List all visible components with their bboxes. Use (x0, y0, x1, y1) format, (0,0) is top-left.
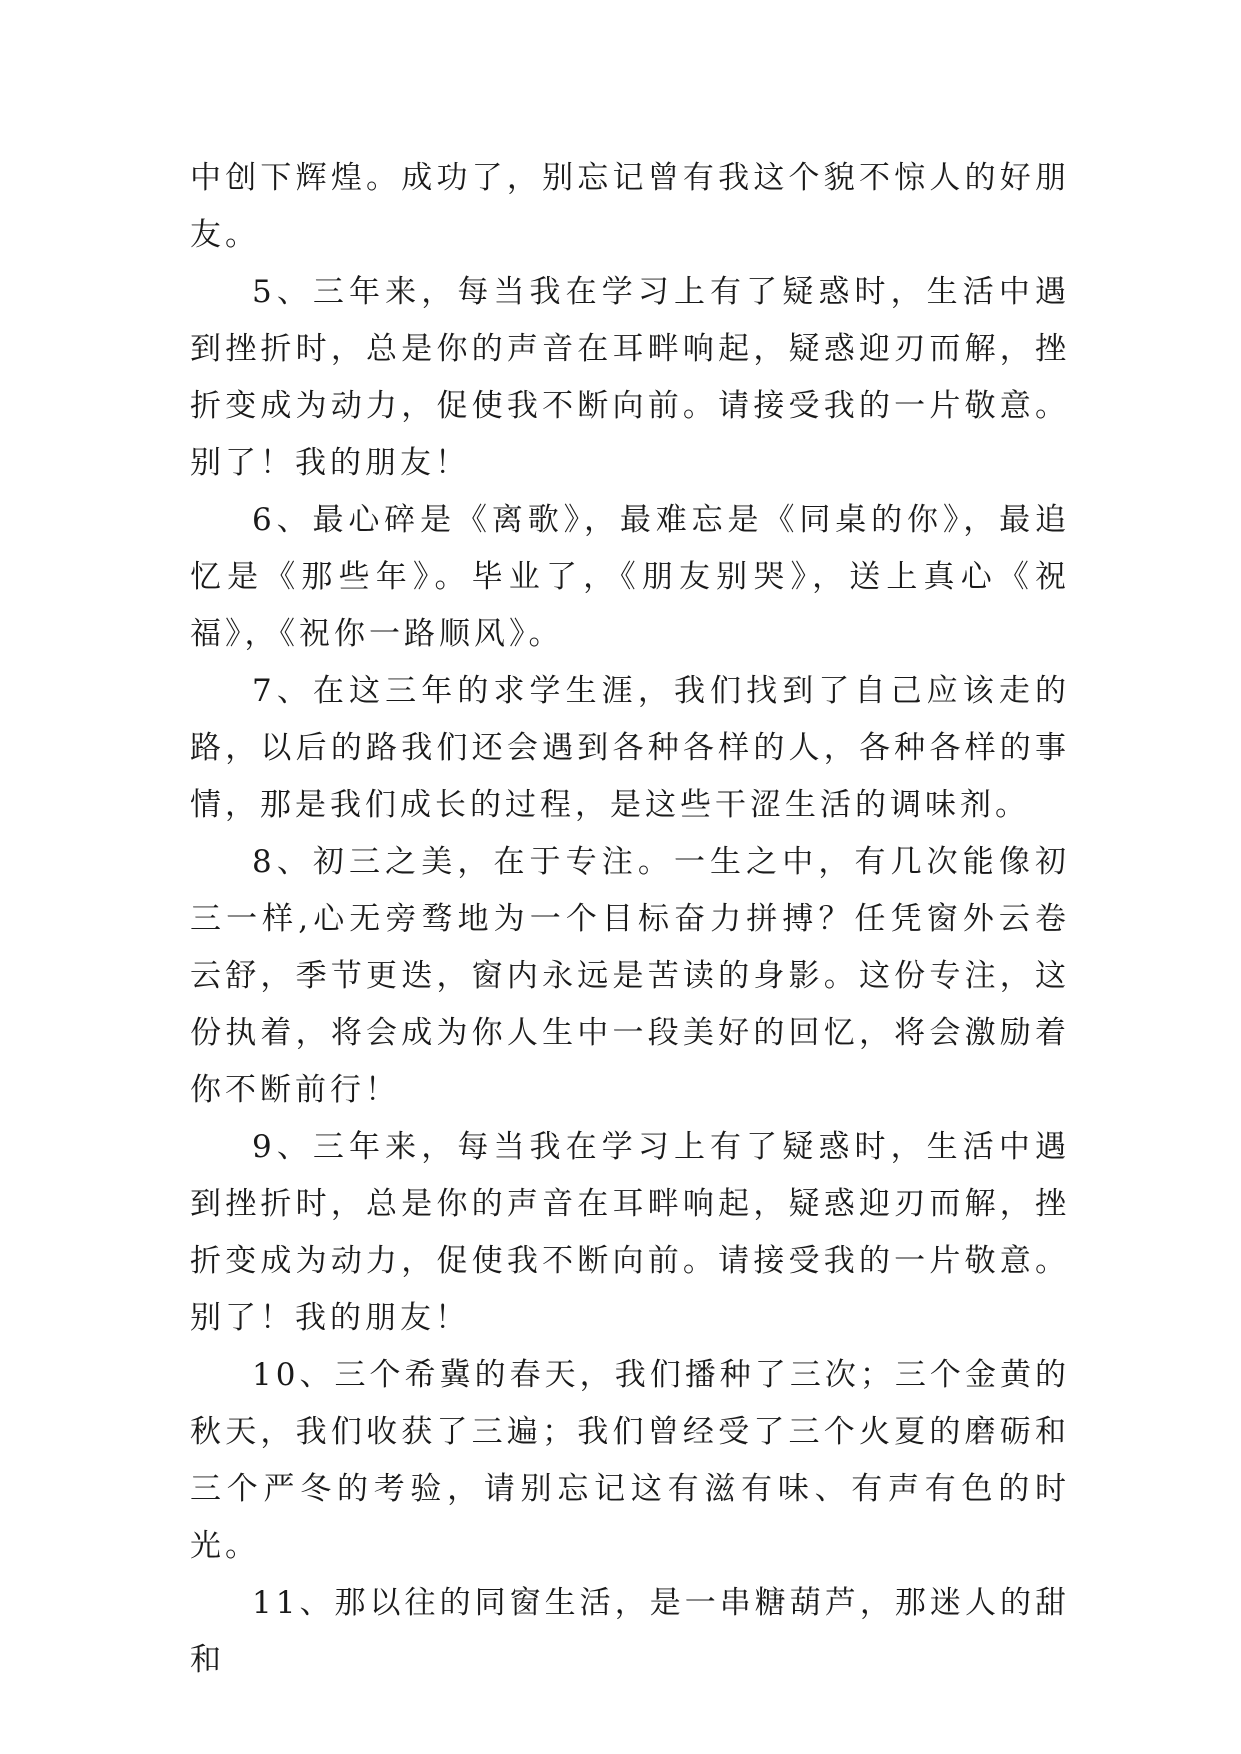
paragraph-7: 7、在这三年的求学生涯，我们找到了自己应该走的路，以后的路我们还会遇到各种各样的人，各种各样的事情，那是我们成长的过程，是这些干涩生活的调味剂。 (190, 673, 1070, 823)
paragraph-9: 9、三年来，每当我在学习上有了疑惑时，生活中遇到挫折时，总是你的声音在耳畔响起，疑惑迎刃而解，挫折变成为动力，促使我不断向前。请接受我的一片敬意。别了！我的朋友！ (190, 1129, 1070, 1336)
document-body (190, 150, 1070, 1689)
paragraph-10: 10、三个希冀的春天，我们播种了三次；三个金黄的秋天，我们收获了三遍；我们曾经受了三个火夏的磨砺和三个严冬的考验，请别忘记这有滋有味、有声有色的时光。 (190, 1357, 1070, 1564)
paragraph-continuation: 中创下辉煌。成功了，别忘记曾有我这个貌不惊人的好朋友。 (190, 160, 1070, 253)
paragraph-8: 8、初三之美，在于专注。一生之中，有几次能像初三一样,心无旁骛地为一个目标奋力拼搏？任凭窗外云卷云舒，季节更迭，窗内永远是苦读的身影。这份专注，这份执着，将会成为你人生中一段美好的回忆，将会激励着你不断前行！ (190, 844, 1070, 1108)
paragraph-5: 5、三年来，每当我在学习上有了疑惑时，生活中遇到挫折时，总是你的声音在耳畔响起，疑惑迎刃而解，挫折变成为动力，促使我不断向前。请接受我的一片敬意。别了！我的朋友！ (190, 274, 1070, 481)
paragraph-11: 11、那以往的同窗生活，是一串糖葫芦，那迷人的甜和 (190, 1585, 1070, 1678)
paragraph-6: 6、最心碎是《离歌》，最难忘是《同桌的你》，最追忆是《那些年》。毕业了，《朋友别哭》，送上真心《祝福》，《祝你一路顺风》。 (190, 502, 1070, 652)
